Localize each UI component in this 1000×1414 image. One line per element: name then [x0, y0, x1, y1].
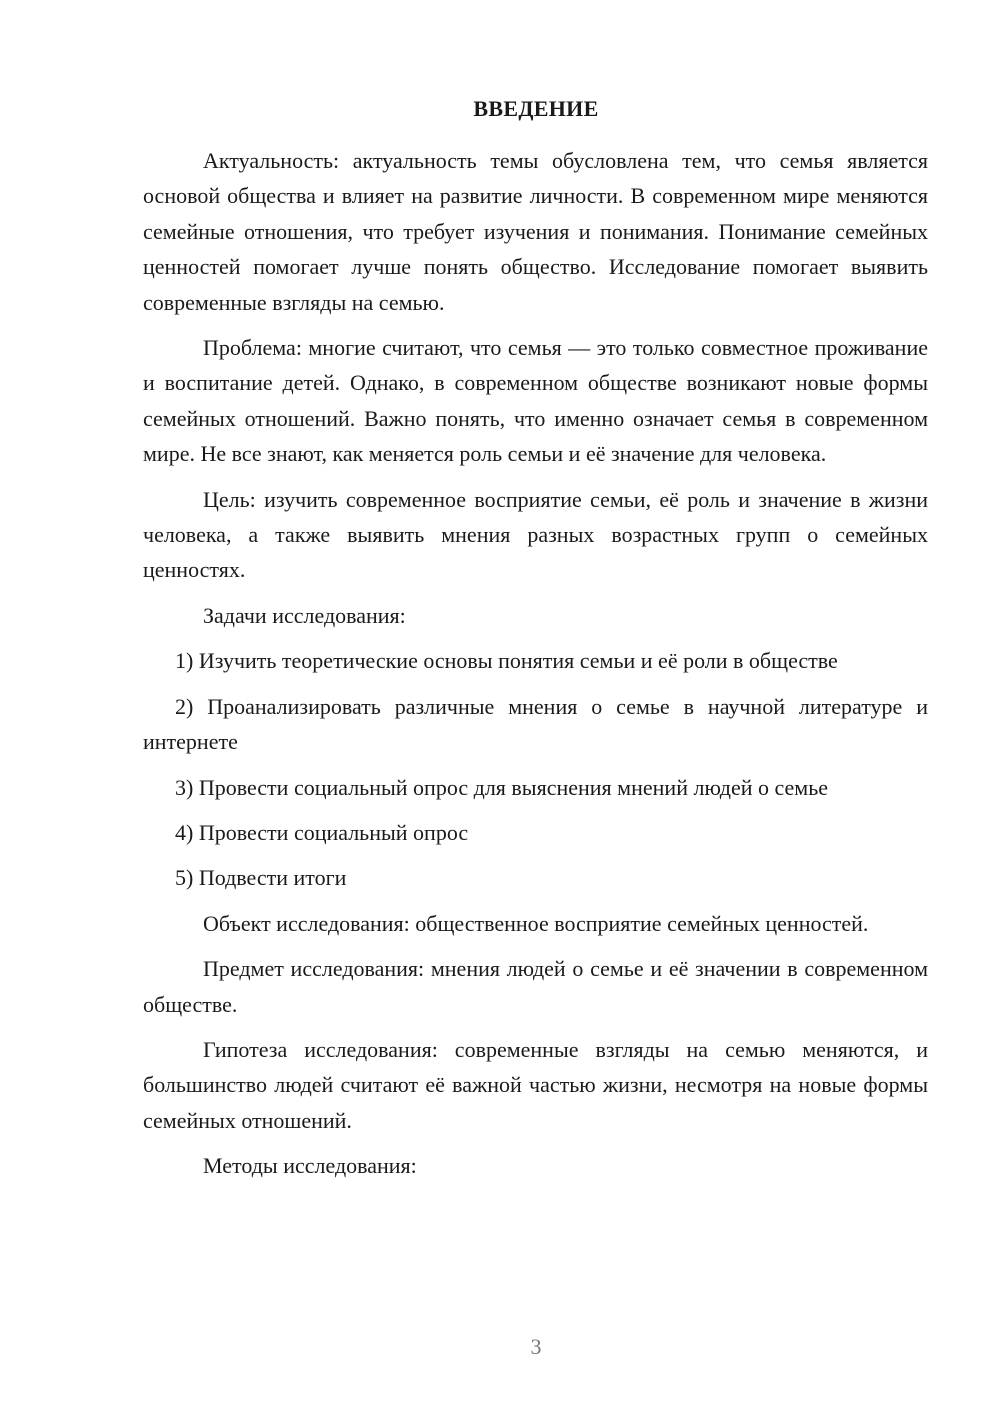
task-item-5: 5) Подвести итоги [175, 865, 347, 891]
paragraph-subject: Предмет исследования: мнения людей о семье и её значении в современном обществе. [143, 956, 928, 1017]
paragraph-object: Объект исследования: общественное восприятие семейных ценностей. [203, 910, 869, 936]
task-item-2: 2) Проанализировать различные мнения о семье в научной литературе и интернете [143, 693, 928, 755]
task-item-4: 4) Провести социальный опрос [175, 819, 469, 845]
paragraph-relevance: Актуальность: актуальность темы обусловлена тем, что семья является основой общества и влияет на развитие личности. В современном мире меняются семейные отношения, что требует изучения и понимания. Понимание семейных ценностей помогает лучше понять общество. Исследование помогает выявить современные взгляды на семью. [143, 148, 928, 315]
paragraph-goal: Цель: изучить современное восприятие семьи, её роль и значение в жизни человека, а также выявить мнения разных возрастных групп о семейных ценностях. [143, 486, 928, 583]
document-body [143, 143, 928, 1194]
paragraph-methods: Методы исследования: [203, 1153, 417, 1179]
page-number: 3 [530, 1334, 542, 1359]
section-heading: ВВЕДЕНИЕ [473, 96, 599, 121]
paragraph-tasks-heading: Задачи исследования: [203, 602, 406, 628]
task-item-3: 3) Провести социальный опрос для выяснения мнений людей о семье [175, 774, 829, 800]
task-item-1: 1) Изучить теоретические основы понятия семьи и её роли в обществе [175, 648, 838, 674]
paragraph-hypothesis: Гипотеза исследования: современные взгляды на семью меняются, и большинство людей считают её важной частью жизни, несмотря на новые формы семейных отношений. [143, 1036, 928, 1133]
paragraph-problem: Проблема: многие считают, что семья — это только совместное проживание и воспитание детей. Однако, в современном обществе возникают новые формы семейных отношений. Важно понять, что именно означает семья в современном мире. Не все знают, как меняется роль семьи и её значение для человека. [143, 335, 928, 467]
